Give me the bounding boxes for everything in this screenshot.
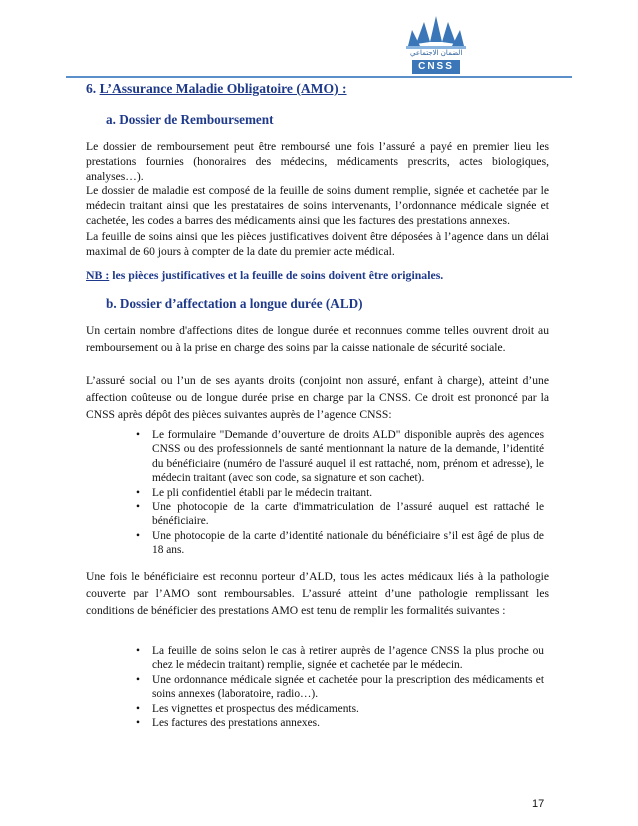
nb-label: NB : <box>86 268 110 282</box>
bullet-icon: • <box>136 645 140 657</box>
bullet-icon: • <box>136 429 140 441</box>
ald-documents-list <box>136 428 544 558</box>
list-item: • Le pli confidentiel établi par le médecin traitant. <box>136 486 373 499</box>
paragraph: Le dossier de remboursement peut être remboursé une fois l’assuré a payé en premier lieu les prestations fournies (honoraires des médecins, médicaments prescrits, actes biologiques, analyses…). <box>86 140 549 183</box>
list-item: • Le formulaire "Demande d’ouverture de droits ALD" disponible auprès des agences CNSS ou des professionnels de santé mentionnant la nature de la demande, l’identité du bénéficiaire (numéro de l'assuré auquel il est rattaché, nom, prénom et adresse), le médecin traitant (avec son code, sa signature et son cachet). <box>136 429 544 485</box>
section-number: 6. <box>86 81 97 96</box>
list-item: • Une photocopie de la carte d'immatriculation de l’assuré auquel est rattaché le bénéficiaire. <box>136 501 544 528</box>
paragraph: L’assuré social ou l’un de ses ayants droits (conjoint non assuré, enfant à charge), atteint d’une affection coûteuse ou de longue durée prise en charge par la CNSS. Ce droit est prononcé par la CNSS après dépôt des pièces suivantes auprès de l’agence CNSS: <box>86 374 549 422</box>
subsection-b-title: b. Dossier d’affectation a longue durée (ALD) <box>106 296 363 311</box>
list-item: • La feuille de soins selon le cas à retirer auprès de l’agence CNSS la plus proche ou chez le médecin traitant) remplie, signée et cachetée par le médecin. <box>136 645 544 672</box>
bullet-icon: • <box>136 529 140 542</box>
logo-arabic-text: الضمان الاجتماعي <box>410 49 463 57</box>
subsection-a-title: a. Dossier de Remboursement <box>106 112 274 127</box>
paragraph: Le dossier de maladie est composé de la feuille de soins dument remplie, signée et cachetée par le médecin traitant ainsi que les prestataires de soins intervenants, l’ordonnance médicale signée et cachetée, les codes a barres des médicaments ainsi que les factures des prestations annexes. <box>86 184 549 227</box>
bullet-icon: • <box>136 702 140 715</box>
bullet-icon: • <box>136 501 140 514</box>
bullet-icon: • <box>136 486 140 499</box>
list-item: • Une photocopie de la carte d’identité nationale du bénéficiaire s’il est âgé de plus de 18 ans. <box>136 529 544 557</box>
list-item: • Une ordonnance médicale signée et cachetée pour la prescription des médicaments et soins annexes (laboratoire, radio…). <box>136 673 544 701</box>
bullet-icon: • <box>136 673 140 686</box>
list-item: • Les factures des prestations annexes. <box>136 717 320 730</box>
logo-brand-text: CNSS <box>418 61 454 72</box>
page-number: 17 <box>532 798 545 810</box>
nb-note <box>86 268 443 283</box>
cnss-logo <box>386 14 486 80</box>
list-item: • Les vignettes et prospectus des médicaments. <box>136 702 359 715</box>
paragraph: Un certain nombre d'affections dites de longue durée et reconnues comme telles ouvrent droit au remboursement ou à la prise en charge des soins par la caisse nationale de sécurité sociale. <box>86 324 549 355</box>
section-heading <box>86 81 347 97</box>
paragraph: La feuille de soins ainsi que les pièces justificatives doivent être déposées à l’agence dans un délai maximal de 60 jours à compter de la date du premier acte médical. <box>86 230 549 258</box>
nb-text: les pièces justificatives et la feuille de soins doivent être originales. <box>109 268 444 282</box>
section-title: L’Assurance Maladie Obligatoire (AMO) : <box>99 81 347 96</box>
paragraph: Une fois le bénéficiaire est reconnu porteur d’ALD, tous les actes médicaux liés à la pathologie couverte par l’AMO sont remboursables. L’assuré atteint d’une pathologie remplissant les conditions de bénéficier des prestations AMO est tenu de remplir les formalités suivantes : <box>86 570 549 618</box>
header-rule <box>66 76 572 78</box>
ald-formalities-list <box>136 644 544 730</box>
bullet-icon: • <box>136 717 140 730</box>
